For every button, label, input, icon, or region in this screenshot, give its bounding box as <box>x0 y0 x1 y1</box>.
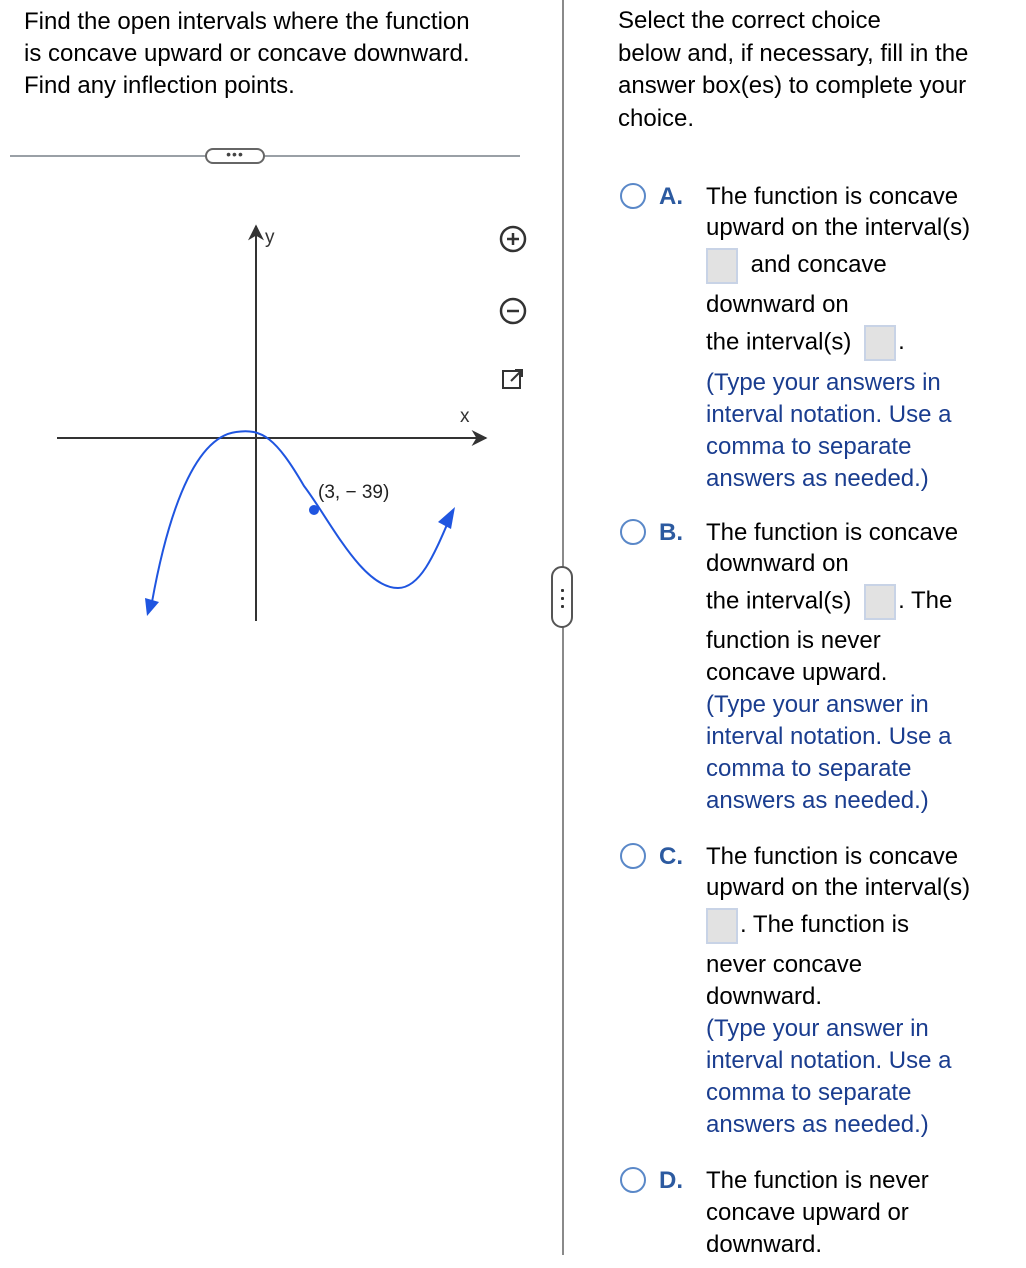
instruction-line: Select the correct choice <box>618 7 881 34</box>
instruction-line: below and, if necessary, fill in the <box>618 39 969 67</box>
choice-b-text: downward on <box>706 550 849 577</box>
choice-c-text: downward. <box>706 983 823 1010</box>
answer-box-a-upward[interactable] <box>706 248 738 284</box>
choice-a-row-box2 <box>706 325 905 361</box>
choice-a-text: the interval(s) <box>706 328 852 356</box>
inflection-point-label: (3, − 39) <box>318 482 390 503</box>
instruction-line: choice. <box>618 104 695 132</box>
answer-box-a-downward[interactable] <box>864 325 896 361</box>
answer-box-b-downward[interactable] <box>864 584 896 620</box>
question-line: Find any inflection points. <box>24 72 295 99</box>
popout-icon <box>500 366 526 392</box>
function-graph <box>0 170 560 640</box>
choice-c-text: . The function is <box>740 911 909 939</box>
hint-line: answers as needed.) <box>706 465 929 492</box>
choice-a-text: downward on <box>706 291 849 318</box>
x-axis-label: x <box>460 406 470 427</box>
choice-d-text: concave upward or <box>706 1199 909 1226</box>
choice-b-text: . The <box>898 587 953 615</box>
hint-line: interval notation. Use a <box>706 723 952 750</box>
inflection-point <box>309 505 319 515</box>
hint-line: answers as needed.) <box>706 1111 929 1138</box>
hint-line: comma to separate <box>706 755 912 782</box>
choice-b-text: The function is concave <box>706 519 959 546</box>
choice-a-letter: A. <box>659 183 683 210</box>
zoom-out-button[interactable] <box>498 296 528 326</box>
zoom-out-icon <box>498 296 528 326</box>
choice-c-text: never concave <box>706 951 863 978</box>
choice-a-radio[interactable] <box>620 183 646 209</box>
collapse-handle[interactable]: ••• <box>205 148 265 164</box>
choice-d-radio[interactable] <box>620 1167 646 1193</box>
choice-c-text: The function is concave <box>706 843 959 870</box>
choice-c-hint <box>706 1013 951 1141</box>
question-line: Find the open intervals where the function <box>24 8 470 35</box>
choice-c-text: upward on the interval(s) <box>706 874 971 901</box>
choice-a-text: upward on the interval(s) <box>706 214 971 241</box>
hint-line: interval notation. Use a <box>706 401 952 428</box>
choice-c-letter: C. <box>659 843 683 870</box>
choice-b-letter: B. <box>659 519 683 546</box>
function-curve <box>152 431 449 602</box>
hint-line: (Type your answer in <box>706 1015 929 1042</box>
hint-line: interval notation. Use a <box>706 1047 952 1074</box>
choice-a-text: . <box>898 328 905 356</box>
choice-d-text: The function is never <box>706 1167 929 1194</box>
hint-line: answers as needed.) <box>706 787 929 814</box>
horizontal-divider <box>10 155 520 157</box>
curve-arrow-right <box>438 507 455 529</box>
instruction-text <box>618 5 968 135</box>
popout-button[interactable] <box>500 366 530 396</box>
hint-line: (Type your answer in <box>706 691 929 718</box>
hint-line: comma to separate <box>706 433 912 460</box>
choice-c-row-box <box>706 908 909 944</box>
curve-arrow-left <box>145 598 159 616</box>
hint-line: (Type your answers in <box>706 369 941 396</box>
zoom-in-button[interactable] <box>498 224 528 254</box>
zoom-in-icon <box>498 224 528 254</box>
question-text <box>24 6 544 102</box>
resize-handle[interactable] <box>551 566 573 628</box>
y-axis-label: y <box>265 227 275 248</box>
question-line: is concave upward or concave downward. <box>24 40 470 67</box>
choice-a-row-box1 <box>706 248 887 284</box>
choice-b-row-box <box>706 584 952 620</box>
choice-a-text: The function is concave <box>706 183 959 210</box>
choice-a-text: and concave <box>750 251 887 279</box>
choice-b-radio[interactable] <box>620 519 646 545</box>
choice-b-hint <box>706 689 951 817</box>
choice-d-text: downward. <box>706 1231 823 1258</box>
choice-c-radio[interactable] <box>620 843 646 869</box>
choice-b-text: the interval(s) <box>706 587 852 615</box>
instruction-line: answer box(es) to complete your <box>618 72 967 99</box>
answer-box-c-upward[interactable] <box>706 908 738 944</box>
choice-a-hint <box>706 367 951 495</box>
choice-b-text: function is never <box>706 627 881 654</box>
choice-b-text: concave upward. <box>706 659 888 686</box>
hint-line: comma to separate <box>706 1079 912 1106</box>
choice-d-letter: D. <box>659 1167 683 1194</box>
